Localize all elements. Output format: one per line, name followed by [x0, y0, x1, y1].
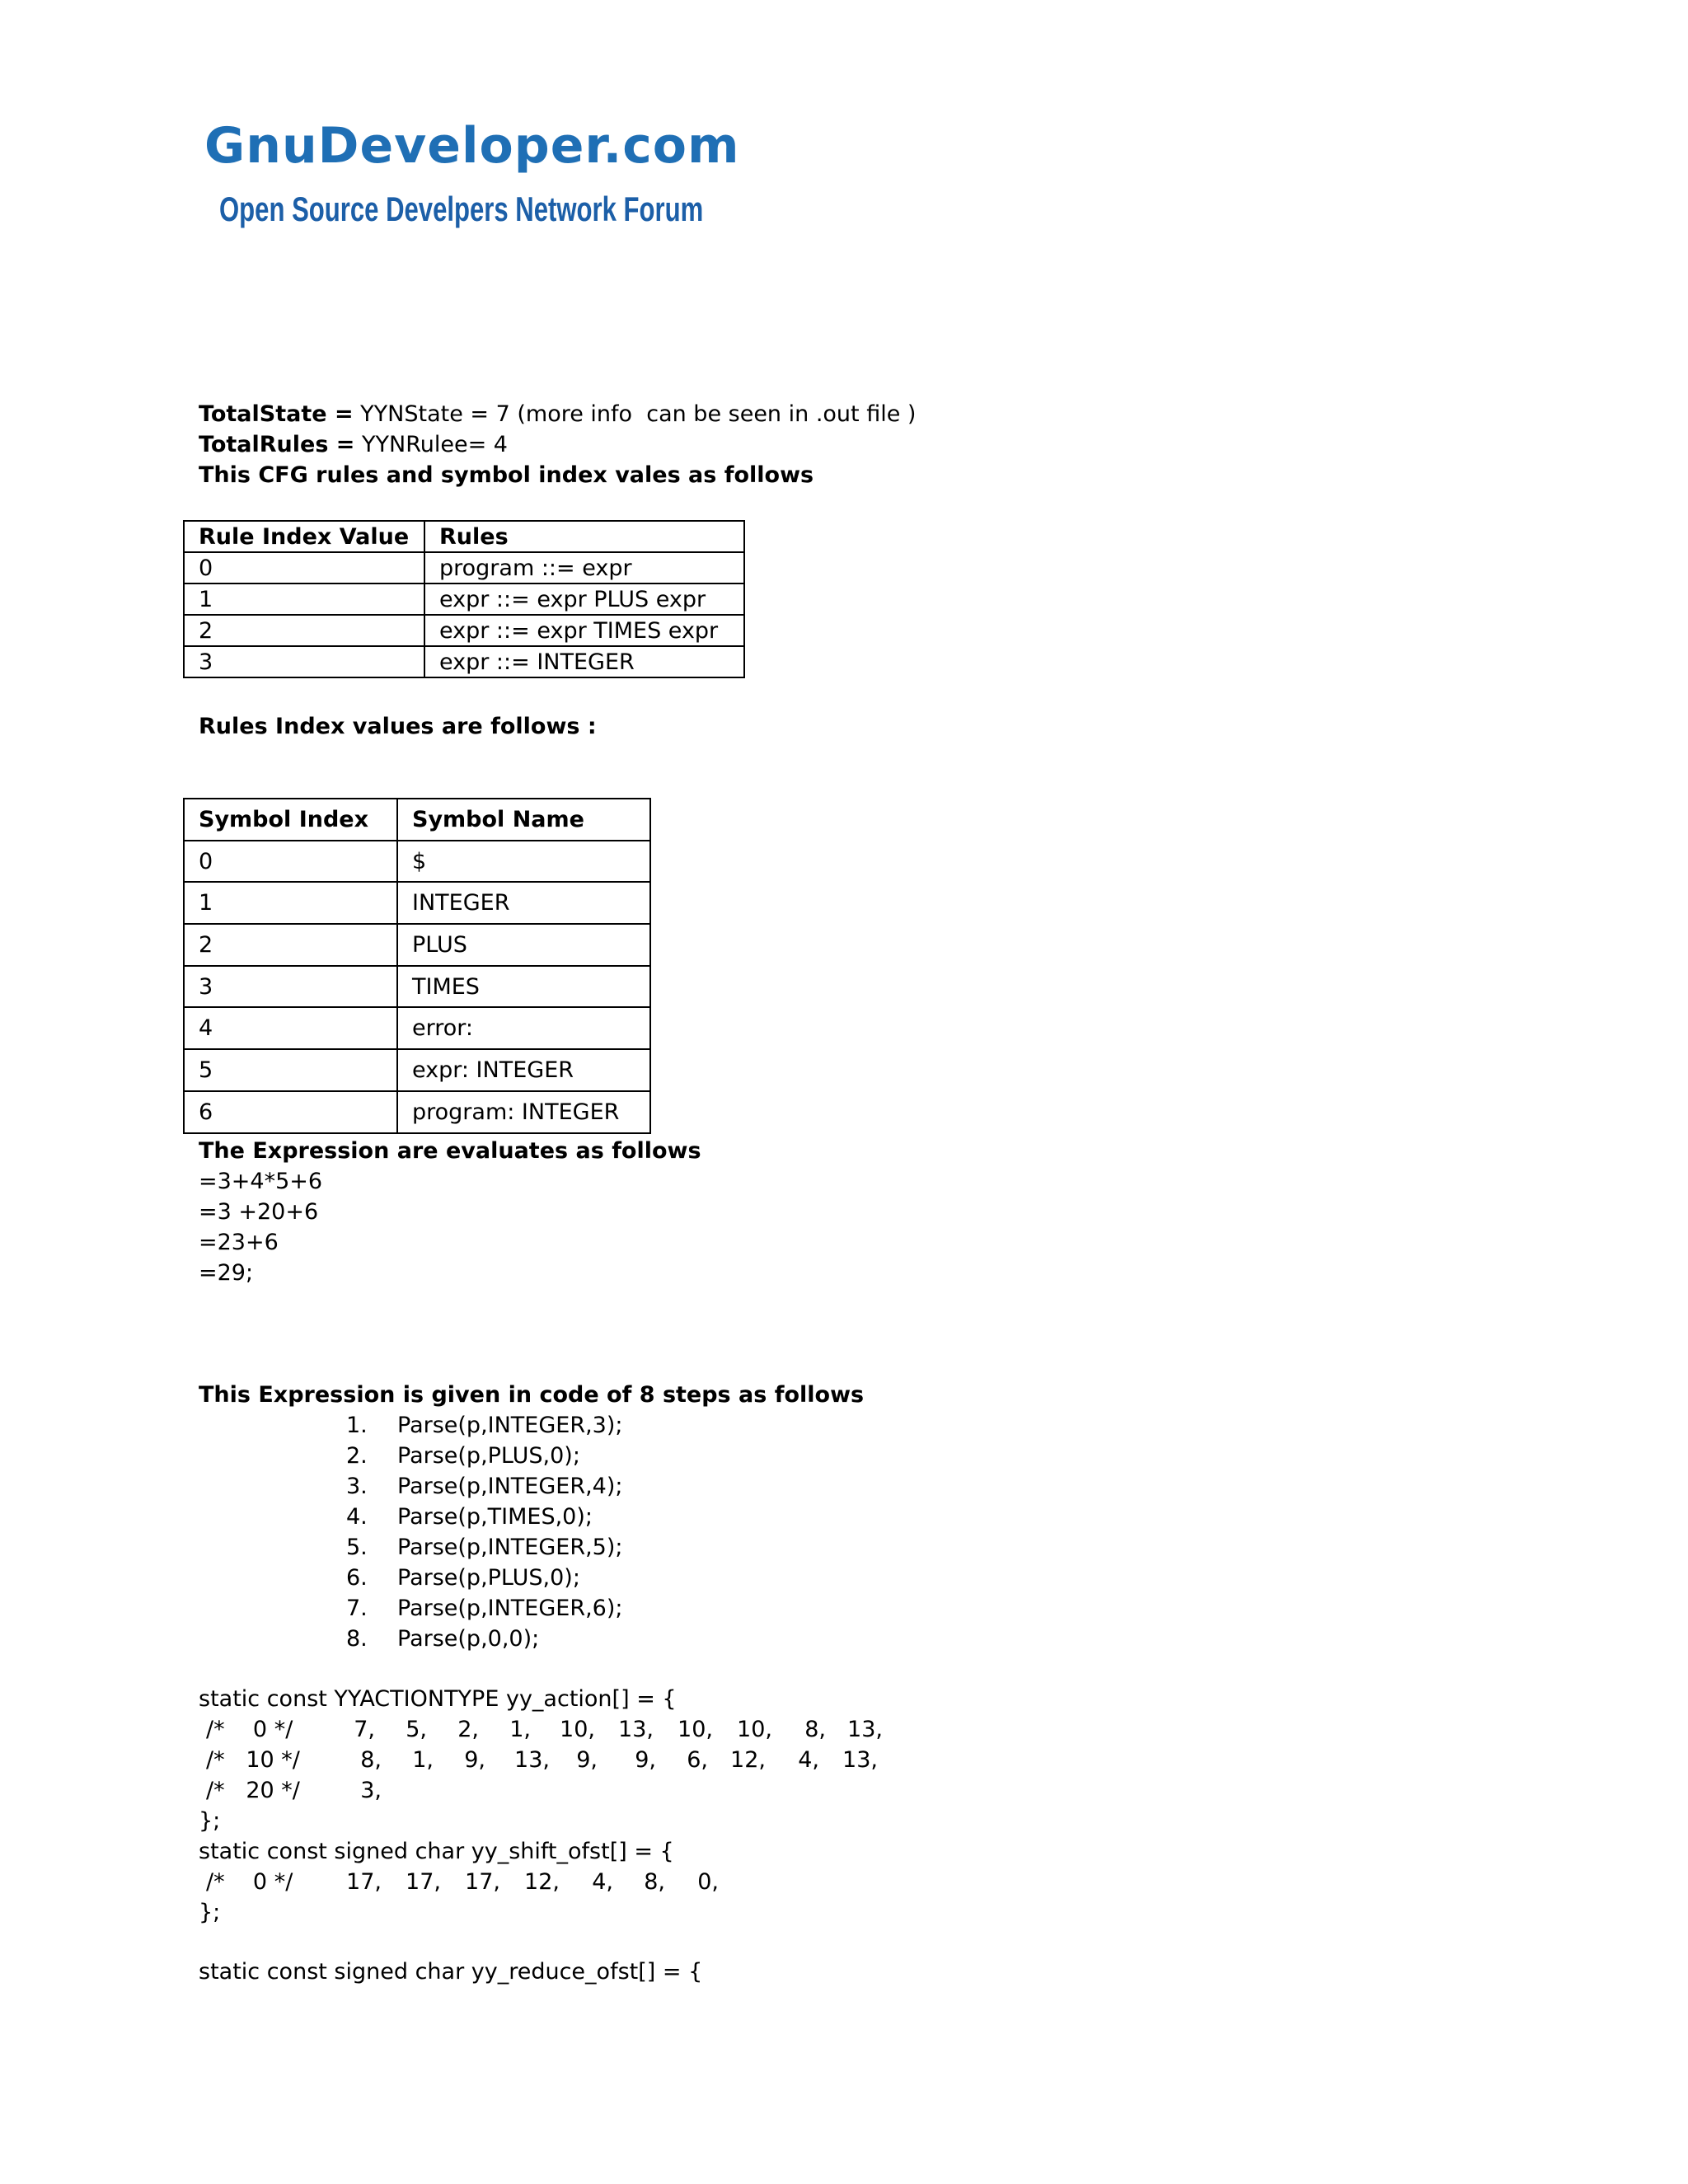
expression-line: =3+4*5+6 — [199, 1169, 323, 1194]
rule-index-cell: 2 — [184, 615, 424, 646]
table-row — [184, 583, 744, 615]
array-value: 8, — [644, 1869, 665, 1895]
list-item — [346, 1410, 623, 1441]
table-row — [184, 615, 744, 646]
total-state-label: TotalState = — [199, 401, 354, 427]
symbol-name-cell: expr: INTEGER — [397, 1049, 650, 1091]
array-value: 1, — [509, 1717, 531, 1742]
rule-index-cell: 1 — [184, 583, 424, 615]
array-value: 13, — [618, 1717, 654, 1742]
column-header: Rule Index Value — [184, 521, 424, 552]
rule-cell: expr ::= expr TIMES expr — [424, 615, 744, 646]
symbol-name-cell: TIMES — [397, 966, 650, 1008]
symbol-name-cell: error: — [397, 1007, 650, 1049]
symbol-index-cell: 5 — [184, 1049, 397, 1091]
array-value: 9, — [576, 1747, 598, 1773]
closing-brace: }; — [199, 1900, 221, 1925]
array-value: 5, — [406, 1717, 427, 1742]
list-item — [346, 1502, 593, 1532]
table-row — [184, 646, 744, 677]
array-value: 17, — [465, 1869, 500, 1895]
array-value: 12, — [730, 1747, 766, 1773]
list-item — [346, 1624, 539, 1654]
symbol-name-cell: program: INTEGER — [397, 1091, 650, 1133]
rule-cell: program ::= expr — [424, 552, 744, 583]
total-rules-line — [199, 429, 508, 460]
total-rules-label: TotalRules = — [199, 432, 355, 457]
column-header: Symbol Index — [184, 799, 397, 841]
array-value: 12, — [524, 1869, 560, 1895]
step-number: 1. — [346, 1413, 368, 1438]
table-row — [184, 552, 744, 583]
array-value: 10, — [678, 1717, 713, 1742]
table-row — [184, 882, 650, 924]
step-number: 7. — [346, 1596, 368, 1621]
table-row — [184, 1007, 650, 1049]
symbol-table — [183, 798, 651, 1134]
table-row — [184, 924, 650, 966]
steps-heading: This Expression is given in code of 8 steps as follows — [199, 1382, 865, 1408]
symbol-index-cell: 3 — [184, 966, 397, 1008]
step-number: 8. — [346, 1626, 368, 1652]
array-value: 13, — [842, 1747, 878, 1773]
total-state-value: YYNState = 7 (more info can be seen in .out file ) — [353, 401, 917, 427]
step-text: Parse(p,PLUS,0); — [397, 1443, 580, 1469]
action-array-declaration: static const YYACTIONTYPE yy_action[] = { — [199, 1686, 677, 1712]
table-row — [184, 1049, 650, 1091]
array-value: 4, — [798, 1747, 819, 1773]
symbol-index-cell: 2 — [184, 924, 397, 966]
closing-brace: }; — [199, 1808, 221, 1834]
table-header-row — [184, 799, 650, 841]
rule-cell: expr ::= expr PLUS expr — [424, 583, 744, 615]
array-value: 7, — [354, 1717, 375, 1742]
symbol-index-cell: 4 — [184, 1007, 397, 1049]
total-state-line — [199, 399, 916, 429]
array-value: 13, — [514, 1747, 550, 1773]
reduce-array-declaration: static const signed char yy_reduce_ofst[] = { — [199, 1959, 703, 1985]
array-value: 10, — [737, 1717, 772, 1742]
rule-index-cell: 0 — [184, 552, 424, 583]
table-row — [184, 966, 650, 1008]
array-value: 9, — [464, 1747, 485, 1773]
cfg-heading: This CFG rules and symbol index vales as follows — [199, 462, 814, 488]
array-value: 2, — [457, 1717, 479, 1742]
array-value: 3, — [360, 1778, 382, 1803]
step-text: Parse(p,INTEGER,5); — [397, 1535, 623, 1560]
step-number: 4. — [346, 1504, 368, 1530]
list-item — [346, 1441, 580, 1471]
site-logo-title: GnuDeveloper.com — [204, 117, 740, 175]
list-item — [346, 1532, 623, 1563]
shift-array-declaration: static const signed char yy_shift_ofst[] = { — [199, 1839, 674, 1864]
code-comment: /* 0 */ — [206, 1717, 293, 1742]
array-value: 13, — [847, 1717, 883, 1742]
array-value: 4, — [592, 1869, 613, 1895]
array-value: 0, — [697, 1869, 719, 1895]
table-row — [184, 841, 650, 883]
site-logo-subtitle: Open Source Develpers Network Forum — [219, 190, 704, 228]
expression-heading: The Expression are evaluates as follows — [199, 1138, 701, 1164]
code-comment: /* 0 */ — [206, 1869, 293, 1895]
step-number: 3. — [346, 1474, 368, 1499]
expression-line: =23+6 — [199, 1230, 279, 1255]
step-number: 6. — [346, 1565, 368, 1591]
array-value: 9, — [635, 1747, 656, 1773]
symbol-index-cell: 6 — [184, 1091, 397, 1133]
list-item — [346, 1593, 623, 1624]
array-value: 17, — [346, 1869, 382, 1895]
step-text: Parse(p,INTEGER,6); — [397, 1596, 623, 1621]
step-number: 5. — [346, 1535, 368, 1560]
table-header-row — [184, 521, 744, 552]
step-text: Parse(p,INTEGER,4); — [397, 1474, 623, 1499]
array-value: 10, — [560, 1717, 595, 1742]
code-comment: /* 20 */ — [206, 1778, 300, 1803]
table-row — [184, 1091, 650, 1133]
column-header: Symbol Name — [397, 799, 650, 841]
symbol-name-cell: PLUS — [397, 924, 650, 966]
rules-index-heading: Rules Index values are follows : — [199, 714, 597, 739]
array-value: 17, — [406, 1869, 441, 1895]
rule-index-cell: 3 — [184, 646, 424, 677]
rule-cell: expr ::= INTEGER — [424, 646, 744, 677]
total-rules-value: YYNRulee= 4 — [354, 432, 508, 457]
symbol-name-cell: $ — [397, 841, 650, 883]
symbol-index-cell: 0 — [184, 841, 397, 883]
symbol-name-cell: INTEGER — [397, 882, 650, 924]
step-text: Parse(p,PLUS,0); — [397, 1565, 580, 1591]
step-text: Parse(p,TIMES,0); — [397, 1504, 593, 1530]
code-comment: /* 10 */ — [206, 1747, 300, 1773]
step-text: Parse(p,INTEGER,3); — [397, 1413, 623, 1438]
expression-line: =29; — [199, 1260, 254, 1286]
rules-table — [183, 520, 745, 678]
symbol-index-cell: 1 — [184, 882, 397, 924]
list-item — [346, 1563, 580, 1593]
array-value: 1, — [412, 1747, 434, 1773]
array-value: 8, — [804, 1717, 826, 1742]
expression-line: =3 +20+6 — [199, 1199, 319, 1225]
column-header: Rules — [424, 521, 744, 552]
step-text: Parse(p,0,0); — [397, 1626, 540, 1652]
array-value: 6, — [687, 1747, 708, 1773]
list-item — [346, 1471, 623, 1502]
array-value: 8, — [360, 1747, 382, 1773]
step-number: 2. — [346, 1443, 368, 1469]
